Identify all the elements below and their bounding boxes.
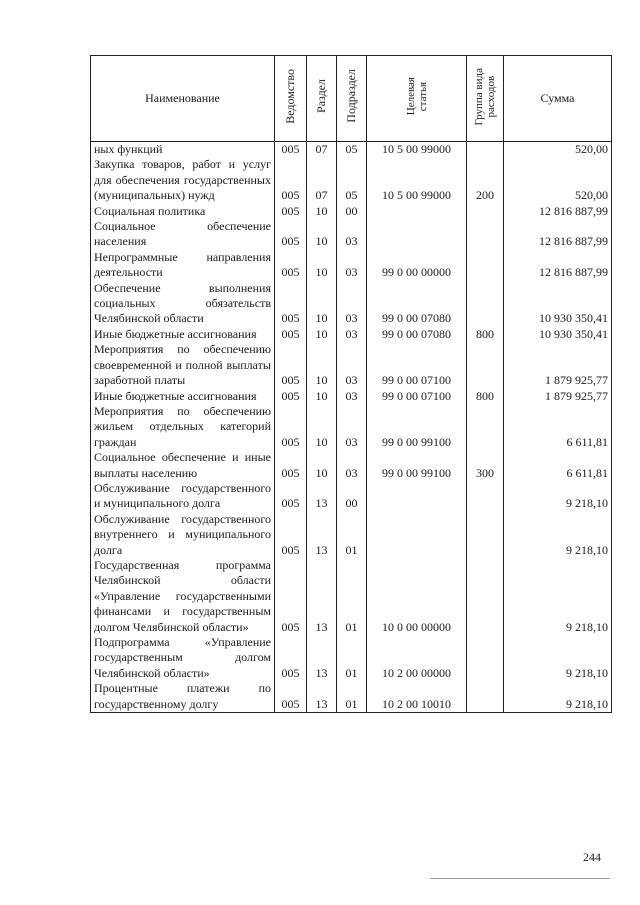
cell-name: Иные бюджетные ассигнования — [91, 389, 275, 404]
table-row — [91, 157, 612, 203]
cell-vid — [467, 250, 504, 281]
cell-cel: 10 2 00 00000 — [367, 635, 467, 681]
cell-ved: 005 — [275, 681, 307, 712]
header-cel — [367, 56, 467, 142]
cell-podrazdel: 03 — [337, 327, 367, 342]
cell-name: Социальное обеспечение населения — [91, 219, 275, 250]
header-summa: Сумма — [504, 56, 612, 142]
cell-cel — [367, 219, 467, 250]
table-row — [91, 342, 612, 388]
cell-ved: 005 — [275, 512, 307, 558]
table-row — [91, 450, 612, 481]
cell-name: Социальная политика — [91, 204, 275, 219]
cell-razdel: 10 — [307, 281, 337, 327]
cell-razdel: 10 — [307, 219, 337, 250]
header-podrazdel: Подраздел — [337, 56, 367, 142]
cell-cel — [367, 481, 467, 512]
header-vid — [467, 56, 504, 142]
cell-podrazdel: 05 — [337, 157, 367, 203]
cell-cel: 10 5 00 99000 — [367, 157, 467, 203]
cell-ved: 005 — [275, 635, 307, 681]
cell-name: Обеспечение выполнения социальных обязательств Челябинской области — [91, 281, 275, 327]
cell-podrazdel: 03 — [337, 404, 367, 450]
table-row — [91, 389, 612, 404]
cell-podrazdel: 00 — [337, 481, 367, 512]
cell-vid: 300 — [467, 450, 504, 481]
cell-cel: 99 0 00 07080 — [367, 281, 467, 327]
table-row — [91, 142, 612, 158]
cell-summa: 12 816 887,99 — [504, 250, 612, 281]
table-row — [91, 635, 612, 681]
cell-razdel: 10 — [307, 450, 337, 481]
cell-summa: 9 218,10 — [504, 481, 612, 512]
cell-name: Процентные платежи по государственному долгу — [91, 681, 275, 712]
cell-razdel: 10 — [307, 250, 337, 281]
cell-podrazdel: 01 — [337, 681, 367, 712]
footer-divider — [430, 878, 610, 879]
cell-razdel: 10 — [307, 389, 337, 404]
cell-name: Подпрограмма «Управление государственным долгом Челябинской области» — [91, 635, 275, 681]
cell-summa: 10 930 350,41 — [504, 327, 612, 342]
cell-cel: 99 0 00 99100 — [367, 450, 467, 481]
cell-name: Государственная программа Челябинской области «Управление государственными финансами и государственным долгом Челябинской области» — [91, 558, 275, 635]
cell-razdel: 13 — [307, 635, 337, 681]
cell-cel: 99 0 00 07100 — [367, 342, 467, 388]
cell-ved: 005 — [275, 389, 307, 404]
header-name: Наименование — [91, 56, 275, 142]
cell-ved: 005 — [275, 450, 307, 481]
cell-podrazdel: 03 — [337, 250, 367, 281]
cell-podrazdel: 03 — [337, 389, 367, 404]
cell-razdel: 10 — [307, 204, 337, 219]
header-cel-text: Целевая статья — [404, 77, 429, 116]
cell-name: Обслуживание государственного и муниципального долга — [91, 481, 275, 512]
cell-podrazdel: 01 — [337, 635, 367, 681]
cell-name: Обслуживание государственного внутреннего и муниципального долга — [91, 512, 275, 558]
cell-razdel: 07 — [307, 142, 337, 158]
cell-summa: 9 218,10 — [504, 558, 612, 635]
cell-cel: 99 0 00 07080 — [367, 327, 467, 342]
table-row — [91, 481, 612, 512]
cell-vid — [467, 219, 504, 250]
cell-ved: 005 — [275, 481, 307, 512]
cell-ved: 005 — [275, 250, 307, 281]
cell-name: ных функций — [91, 142, 275, 158]
cell-summa: 1 879 925,77 — [504, 342, 612, 388]
cell-vid — [467, 681, 504, 712]
table-row — [91, 250, 612, 281]
cell-vid — [467, 142, 504, 158]
cell-summa: 520,00 — [504, 157, 612, 203]
cell-razdel: 13 — [307, 558, 337, 635]
cell-summa: 10 930 350,41 — [504, 281, 612, 327]
cell-cel: 10 2 00 10010 — [367, 681, 467, 712]
cell-vid: 800 — [467, 389, 504, 404]
table-row — [91, 558, 612, 635]
table-row — [91, 404, 612, 450]
cell-cel: 99 0 00 07100 — [367, 389, 467, 404]
cell-vid — [467, 204, 504, 219]
page-number: 244 — [583, 850, 601, 864]
cell-podrazdel: 03 — [337, 281, 367, 327]
cell-razdel: 07 — [307, 157, 337, 203]
cell-name: Закупка товаров, работ и услуг для обеспечения государственных (муниципальных) нужд — [91, 157, 275, 203]
cell-summa: 9 218,10 — [504, 635, 612, 681]
cell-ved: 005 — [275, 558, 307, 635]
cell-ved: 005 — [275, 281, 307, 327]
table-row — [91, 327, 612, 342]
cell-summa: 12 816 887,99 — [504, 204, 612, 219]
cell-summa: 9 218,10 — [504, 681, 612, 712]
cell-cel: 99 0 00 00000 — [367, 250, 467, 281]
cell-podrazdel: 00 — [337, 204, 367, 219]
budget-table — [90, 55, 612, 713]
cell-name: Мероприятия по обеспечению жильем отдельных категорий граждан — [91, 404, 275, 450]
header-ved: Ведомство — [275, 56, 307, 142]
table-row — [91, 281, 612, 327]
cell-podrazdel: 01 — [337, 558, 367, 635]
cell-razdel: 13 — [307, 512, 337, 558]
table-header-row — [91, 56, 612, 142]
cell-summa: 1 879 925,77 — [504, 389, 612, 404]
table-row — [91, 512, 612, 558]
header-razdel: Раздел — [307, 56, 337, 142]
table-row — [91, 204, 612, 219]
cell-podrazdel: 03 — [337, 219, 367, 250]
cell-podrazdel: 05 — [337, 142, 367, 158]
cell-vid — [467, 481, 504, 512]
cell-summa: 6 611,81 — [504, 404, 612, 450]
cell-name: Социальное обеспечение и иные выплаты населению — [91, 450, 275, 481]
cell-vid — [467, 558, 504, 635]
cell-razdel: 10 — [307, 327, 337, 342]
cell-vid: 200 — [467, 157, 504, 203]
cell-summa: 12 816 887,99 — [504, 219, 612, 250]
cell-ved: 005 — [275, 404, 307, 450]
cell-name: Иные бюджетные ассигнования — [91, 327, 275, 342]
cell-name: Мероприятия по обеспечению своевременной и полной выплаты заработной платы — [91, 342, 275, 388]
cell-ved: 005 — [275, 204, 307, 219]
cell-vid — [467, 342, 504, 388]
cell-cel: 10 5 00 99000 — [367, 142, 467, 158]
cell-name: Непрограммные направления деятельности — [91, 250, 275, 281]
cell-ved: 005 — [275, 342, 307, 388]
cell-summa: 520,00 — [504, 142, 612, 158]
cell-podrazdel: 01 — [337, 512, 367, 558]
table-row — [91, 681, 612, 712]
cell-razdel: 10 — [307, 404, 337, 450]
cell-ved: 005 — [275, 142, 307, 158]
cell-cel: 99 0 00 99100 — [367, 404, 467, 450]
table-row — [91, 219, 612, 250]
cell-podrazdel: 03 — [337, 342, 367, 388]
cell-vid — [467, 404, 504, 450]
cell-ved: 005 — [275, 219, 307, 250]
cell-cel — [367, 204, 467, 219]
cell-podrazdel: 03 — [337, 450, 367, 481]
cell-summa: 6 611,81 — [504, 450, 612, 481]
cell-vid — [467, 635, 504, 681]
cell-summa: 9 218,10 — [504, 512, 612, 558]
cell-razdel: 10 — [307, 342, 337, 388]
cell-razdel: 13 — [307, 481, 337, 512]
cell-cel — [367, 512, 467, 558]
cell-ved: 005 — [275, 157, 307, 203]
cell-vid — [467, 512, 504, 558]
cell-ved: 005 — [275, 327, 307, 342]
cell-vid: 800 — [467, 327, 504, 342]
header-vid-text: Группа вида расходов — [473, 67, 497, 126]
cell-vid — [467, 281, 504, 327]
cell-cel: 10 0 00 00000 — [367, 558, 467, 635]
cell-razdel: 13 — [307, 681, 337, 712]
